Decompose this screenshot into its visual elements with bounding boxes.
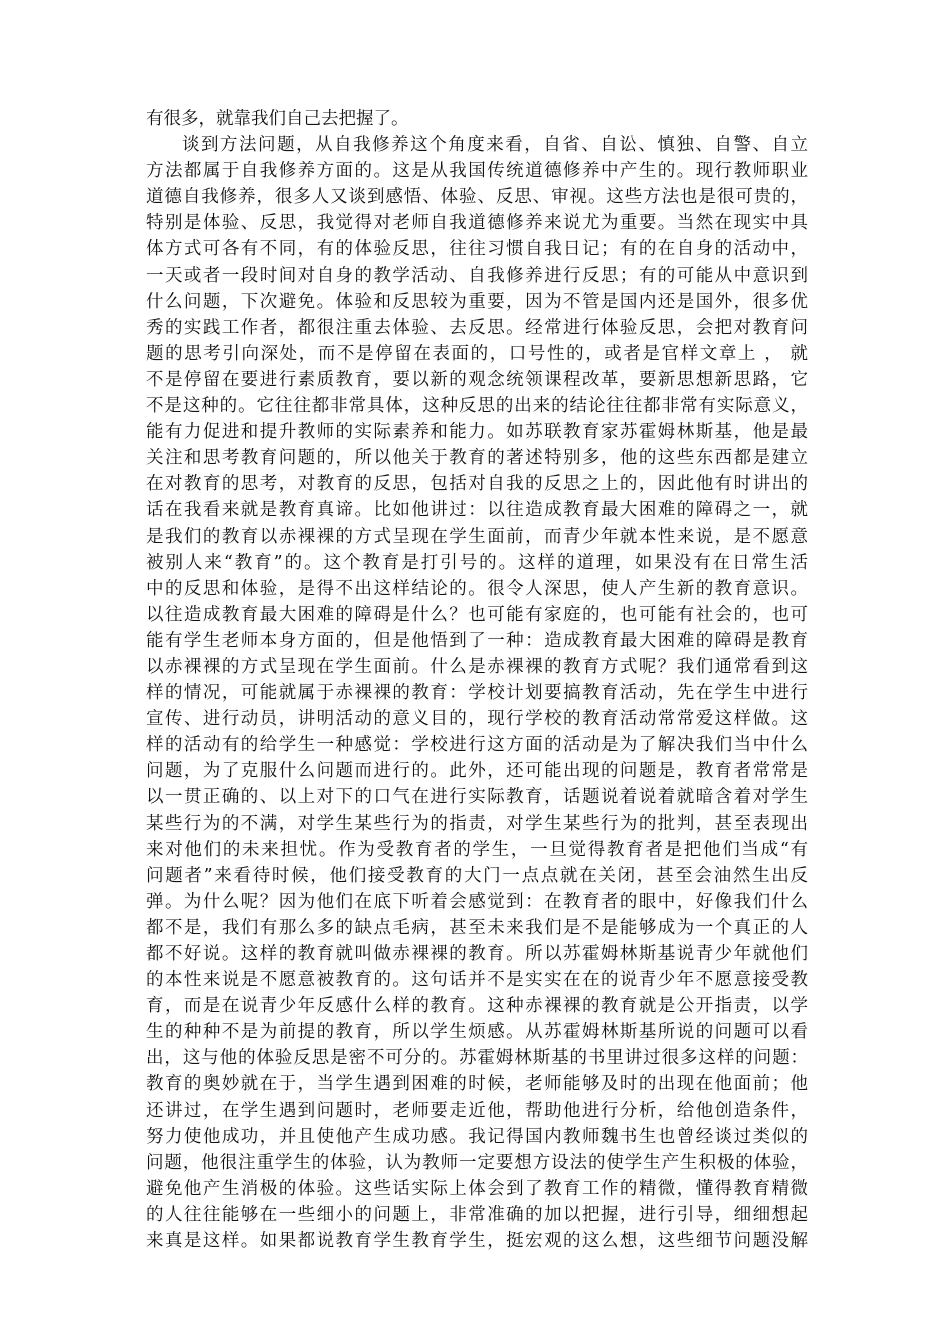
text-line: 以一贯正确的、以上对下的口气在进行实际教育，话题说着说着就暗含着对学生: [146, 787, 808, 808]
text-line: 出，这与他的体验反思是密不可分的。苏霍姆林斯基的书里讲过很多这样的问题：: [146, 1048, 808, 1069]
text-line: 体方式可各有不同，有的体验反思，往往习惯自我日记；有的在自身的活动中，: [146, 239, 808, 260]
text-line: 话在我看来就是教育真谛。比如他讲过：以往造成教育最大困难的障碍之一，就: [146, 500, 808, 521]
text-line: 生的种种不是为前提的教育，所以学生烦感。从苏霍姆林斯基所说的问题可以看: [146, 1022, 808, 1043]
text-line: 来真是这样。如果都说教育学生教育学生，挺宏观的这么想，这些细节问题没解: [146, 1231, 808, 1252]
text-line: 育，而是在说青少年反感什么样的教育。这种赤裸裸的教育就是公开指责，以学: [146, 996, 808, 1017]
text-line: 中的反思和体验，是得不出这样结论的。很令人深思，使人产生新的教育意识。: [146, 578, 808, 599]
text-line: 题的思考引向深处，而不是停留在表面的，口号性的，或者是官样文章上 ， 就: [146, 343, 808, 364]
text-line: 问题者”来看待时候，他们接受教育的大门一点点就在关闭，甚至会油然生出反: [146, 865, 808, 886]
text-line: 都不是，我们有那么多的缺点毛病，甚至未来我们是不是能够成为一个真正的人: [146, 917, 808, 938]
text-line: 能有学生老师本身方面的，但是他悟到了一种：造成教育最大困难的障碍是教育: [146, 630, 808, 651]
text-line: 什么问题，下次避免。体验和反思较为重要，因为不管是国内还是国外，很多优: [146, 291, 808, 312]
text-line: 的人往往能够在一些细小的问题上，非常准确的加以把握，进行引导，细细想起: [146, 1204, 808, 1225]
text-line: 的本性来说是不愿意被教育的。这句话并不是实实在在的说青少年不愿意接受教: [146, 970, 808, 991]
text-line: 避免他产生消极的体验。这些话实际上体会到了教育工作的精微，懂得教育精微: [146, 1178, 808, 1199]
text-line: 都不好说。这样的教育就叫做赤裸裸的教育。所以苏霍姆林斯基说青少年就他们: [146, 944, 808, 964]
text-line: 是我们的教育以赤裸裸的方式呈现在学生面前，而青少年就本性来说，是不愿意: [146, 526, 808, 547]
text-line: 特别是体验、反思，我觉得对老师自我道德修养来说尤为重要。当然在现实中具: [146, 213, 808, 234]
text-line: 方法都属于自我修养方面的。这是从我国传统道德修养中产生的。现行教师职业: [146, 161, 808, 182]
text-line: 秀的实践工作者，都很注重去体验、去反思。经常进行体验反思，会把对教育问: [146, 317, 808, 338]
text-line: 某些行为的不满，对学生某些行为的指责，对学生某些行为的批判，甚至表现出: [146, 813, 808, 834]
text-line: 以赤裸裸的方式呈现在学生面前。什么是赤裸裸的教育方式呢？我们通常看到这: [146, 656, 808, 677]
text-line: 问题，他很注重学生的体验，认为教师一定要想方设法的使学生产生积极的体验，: [146, 1152, 808, 1173]
text-line: 样的情况，可能就属于赤裸裸的教育：学校计划要搞教育活动，先在学生中进行: [146, 683, 808, 704]
text-line: 有很多，就靠我们自己去把握了。: [146, 109, 409, 129]
paragraph-first-line: 谈到方法问题，从自我修养这个角度来看，自省、自讼、慎独、自警、自立: [182, 135, 808, 156]
text-line: 关注和思考教育问题的，所以他关于教育的著述特别多，他的这些东西都是建立: [146, 448, 808, 469]
text-line: 来对他们的未来担忧。作为受教育者的学生，一旦觉得教育者是把他们当成“有: [146, 839, 808, 860]
text-line: 不是停留在要进行素质教育，要以新的观念统领课程改革，要新思想新思路，它: [146, 369, 808, 390]
text-line: 教育的奥妙就在于，当学生遇到困难的时候，老师能够及时的出现在他面前；他: [146, 1074, 808, 1095]
text-line: 在对教育的思考，对教育的反思，包括对自我的反思之上的，因此他有时讲出的: [146, 474, 808, 495]
text-line: 样的活动有的给学生一种感觉：学校进行这方面的活动是为了解决我们当中什么: [146, 735, 808, 756]
text-line: 被别人来“教育”的。这个教育是打引号的。这样的道理，如果没有在日常生活: [146, 552, 808, 573]
text-line: 弹。为什么呢？因为他们在底下听着会感觉到：在教育者的眼中，好像我们什么: [146, 891, 808, 912]
text-line: 道德自我修养，很多人又谈到感悟、体验、反思、审视。这些方法也是很可贵的，: [146, 187, 808, 208]
text-line: 不是这种的。它往往都非常具体，这种反思的出来的结论往往都非常有实际意义，: [146, 396, 808, 417]
text-line: 一天或者一段时间对自身的教学活动、自我修养进行反思；有的可能从中意识到: [146, 265, 808, 286]
text-line: 宣传、进行动员，讲明活动的意义目的，现行学校的教育活动常常爱这样做。这: [146, 709, 808, 730]
text-line: 问题，为了克服什么问题而进行的。此外，还可能出现的问题是，教育者常常是: [146, 761, 808, 782]
text-line: 以往造成教育最大困难的障碍是什么？也可能有家庭的，也可能有社会的，也可: [146, 604, 808, 625]
text-line: 能有力促进和提升教师的实际素养和能力。如苏联教育家苏霍姆林斯基，他是最: [146, 422, 808, 443]
body-text: [146, 106, 808, 1254]
text-line: 还讲过，在学生遇到问题时，老师要走近他，帮助他进行分析，给他创造条件，: [146, 1100, 808, 1121]
text-line: 努力使他成功，并且使他产生成功感。我记得国内教师魏书生也曾经谈过类似的: [146, 1126, 808, 1147]
